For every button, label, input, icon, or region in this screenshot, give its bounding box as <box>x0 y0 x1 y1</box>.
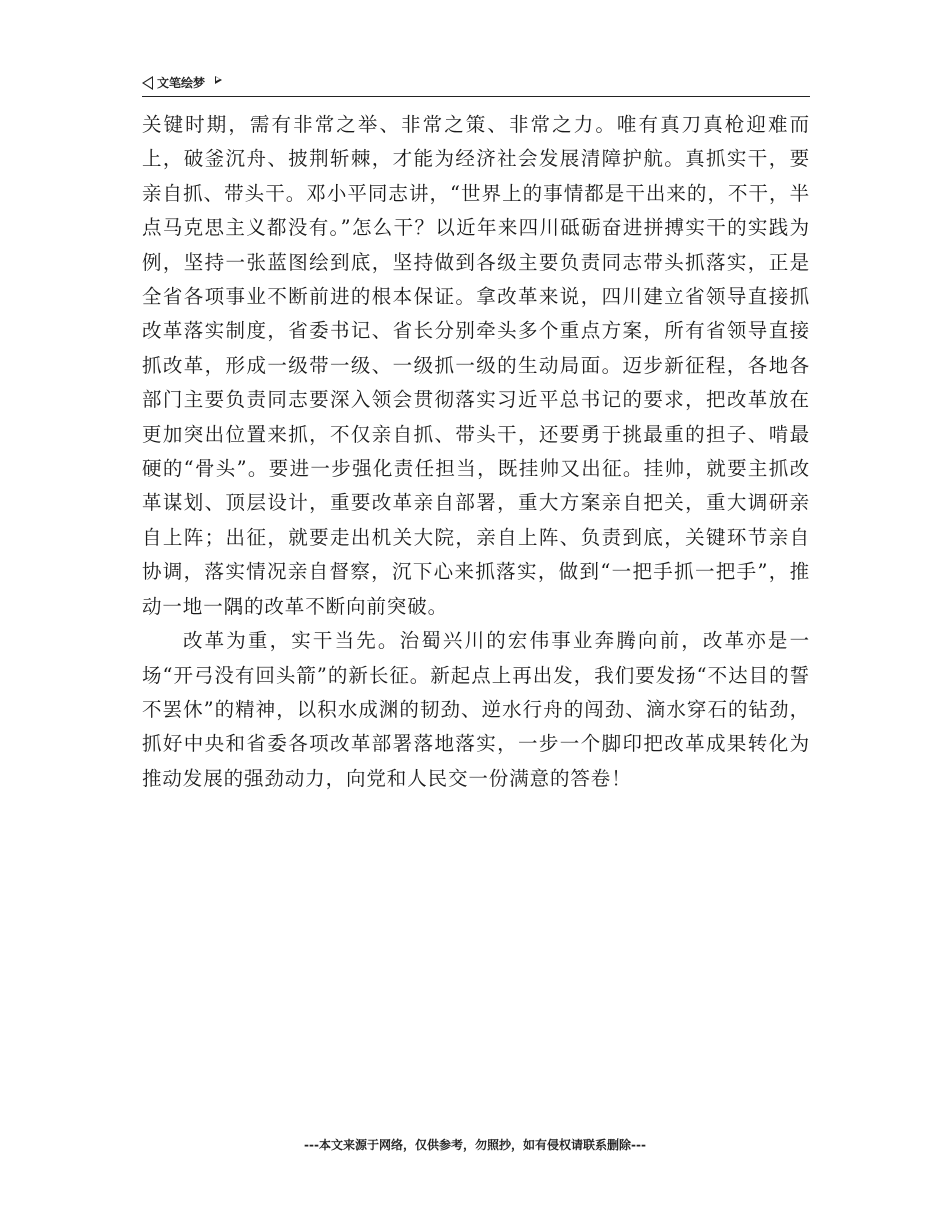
body-paragraph: 关键时期，需有非常之举、非常之策、非常之力。唯有真刀真枪迎难而上，破釜沉舟、披荆斩棘，才能为经济社会发展清障护航。真抓实干，要亲自抓、带头干。邓小平同志讲，“世界上的事情都是干出来的，不干，半点马克思主义都没有。”怎么干？以近年来四川砥砺奋进拼搏实干的实践为例，坚持一张蓝图绘到底，坚持做到各级主要负责同志带头抓落实，正是全省各项事业不断前进的根本保证。拿改革来说，四川建立省领导直接抓改革落实制度，省委书记、省长分别牵头多个重点方案，所有省领导直接抓改革，形成一级带一级、一级抓一级的生动局面。迈步新征程，各地各部门主要负责同志要深入领会贯彻落实习近平总书记的要求，把改革放在更加突出位置来抓，不仅亲自抓、带头干，还要勇于挑最重的担子、啃最硬的“骨头”。要进一步强化责任担当，既挂帅又出征。挂帅，就要主抓改革谋划、顶层设计，重要改革亲自部署，重大方案亲自把关，重大调研亲自上阵；出征，就要走出机关大院，亲自上阵、负责到底，关键环节亲自协调，落实情况亲自督察，沉下心来抓落实，做到“一把手抓一把手”，推动一地一隅的改革不断向前突破。 <box>142 113 810 618</box>
document-body <box>142 108 810 796</box>
triangle-right-icon <box>215 76 222 84</box>
brand-name: 文笔绘梦 <box>157 76 206 90</box>
body-paragraph: 改革为重，实干当先。治蜀兴川的宏伟事业奔腾向前，改革亦是一场“开弓没有回头箭”的新长征。新起点上再出发，我们要发扬“不达目的誓不罢休”的精神，以积水成渊的韧劲、逆水行舟的闯劲、滴水穿石的钻劲，抓好中央和省委各项改革部署落地落实，一步一个脚印把改革成果转化为推动发展的强劲动力，向党和人民交一份满意的答卷！ <box>142 629 810 790</box>
header-brand <box>142 74 222 91</box>
footer-disclaimer: ---本文来源于网络，仅供参考，勿照抄，如有侵权请联系删除--- <box>304 1138 646 1152</box>
page-header <box>142 72 810 97</box>
triangle-left-icon <box>142 76 153 90</box>
